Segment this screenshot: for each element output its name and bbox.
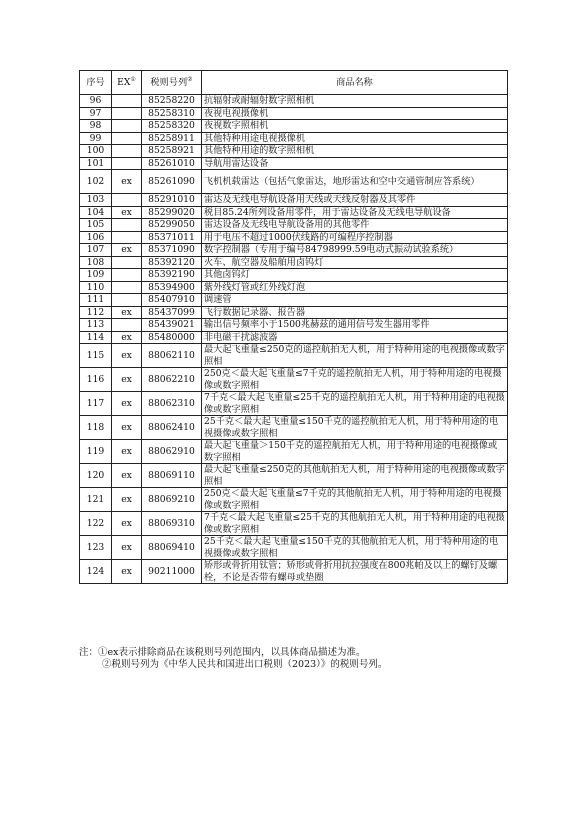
cell-ex: ex bbox=[112, 512, 142, 536]
cell-code: 88069310 bbox=[142, 512, 202, 536]
table-row bbox=[80, 157, 508, 170]
cell-ex bbox=[112, 157, 142, 170]
cell-ex bbox=[112, 281, 142, 294]
table-row bbox=[80, 368, 508, 392]
cell-code: 88069410 bbox=[142, 536, 202, 560]
cell-code: 85392190 bbox=[142, 269, 202, 282]
cell-code: 85258220 bbox=[142, 95, 202, 108]
table-row bbox=[80, 231, 508, 244]
cell-ex bbox=[112, 95, 142, 108]
cell-seq: 120 bbox=[80, 464, 112, 488]
cell-code: 85261090 bbox=[142, 170, 202, 194]
cell-name: 税目85.24所列设备用零件，用于雷达设备及无线电导航设备 bbox=[202, 206, 508, 219]
cell-seq: 118 bbox=[80, 416, 112, 440]
cell-name: 输出信号频率小于1500兆赫兹的通用信号发生器用零件 bbox=[202, 319, 508, 332]
cell-name: 用于电压不超过1000伏线路的可编程序控制器 bbox=[202, 231, 508, 244]
cell-code: 88069110 bbox=[142, 464, 202, 488]
cell-ex bbox=[112, 107, 142, 120]
cell-code: 85299020 bbox=[142, 206, 202, 219]
cell-ex bbox=[112, 145, 142, 158]
cell-code: 85258320 bbox=[142, 120, 202, 133]
cell-seq: 109 bbox=[80, 269, 112, 282]
cell-name: 飞机机载雷达（包括气象雷达，地形雷达和空中交通管制应答系统） bbox=[202, 170, 508, 194]
cell-code: 85437099 bbox=[142, 306, 202, 319]
cell-name: 最大起飞重量≤250克的遥控航拍无人机，用于特种用途的电视摄像或数字照相 bbox=[202, 344, 508, 368]
cell-ex bbox=[112, 132, 142, 145]
cell-name: 夜视电视摄像机 bbox=[202, 107, 508, 120]
table-row bbox=[80, 294, 508, 307]
cell-name: 矫形或骨折用钛管；矫形或骨折用抗拉强度在800兆帕及以上的螺钉及螺栓，不论是否带有螺母或垫圈 bbox=[202, 560, 508, 584]
footnotes bbox=[79, 647, 387, 671]
table-row bbox=[80, 256, 508, 269]
cell-ex: ex bbox=[112, 344, 142, 368]
cell-seq: 101 bbox=[80, 157, 112, 170]
table-row bbox=[80, 306, 508, 319]
cell-seq: 111 bbox=[80, 294, 112, 307]
cell-code: 85439021 bbox=[142, 319, 202, 332]
cell-ex bbox=[112, 120, 142, 133]
table-row bbox=[80, 269, 508, 282]
cell-seq: 124 bbox=[80, 560, 112, 584]
cell-code: 85371011 bbox=[142, 231, 202, 244]
cell-name: 非电磁干扰滤波器 bbox=[202, 331, 508, 344]
cell-seq: 102 bbox=[80, 170, 112, 194]
cell-seq: 119 bbox=[80, 440, 112, 464]
table-row bbox=[80, 488, 508, 512]
header-seq: 序号 bbox=[80, 71, 112, 95]
cell-name: 其他卤钨灯 bbox=[202, 269, 508, 282]
cell-name: 飞行数据记录器、报告器 bbox=[202, 306, 508, 319]
cell-code: 85407910 bbox=[142, 294, 202, 307]
cell-name: 抗辐射或耐辐射数字照相机 bbox=[202, 95, 508, 108]
cell-seq: 97 bbox=[80, 107, 112, 120]
table-row bbox=[80, 145, 508, 158]
table-row bbox=[80, 107, 508, 120]
cell-ex: ex bbox=[112, 440, 142, 464]
header-ex-footnote-mark: ① bbox=[130, 75, 136, 83]
table-row bbox=[80, 344, 508, 368]
cell-name: 最大起飞重量＞150千克的遥控航拍无人机，用于特种用途的电视摄像或数字照相 bbox=[202, 440, 508, 464]
cell-name: 250克＜最大起飞重量≤7千克的遥控航拍无人机，用于特种用途的电视摄像或数字照相 bbox=[202, 368, 508, 392]
cell-seq: 121 bbox=[80, 488, 112, 512]
cell-name: 7千克＜最大起飞重量≤25千克的其他航拍无人机，用于特种用途的电视摄像或数字照相 bbox=[202, 512, 508, 536]
table-row bbox=[80, 219, 508, 232]
goods-table bbox=[79, 70, 508, 584]
cell-name: 25千克＜最大起飞重量≤150千克的遥控航拍无人机，用于特种用途的电视摄像或数字照相 bbox=[202, 416, 508, 440]
table-row bbox=[80, 206, 508, 219]
header-code bbox=[142, 71, 202, 95]
cell-name: 夜视数字照相机 bbox=[202, 120, 508, 133]
cell-ex: ex bbox=[112, 536, 142, 560]
cell-name: 紫外线灯管或红外线灯泡 bbox=[202, 281, 508, 294]
cell-code: 85394900 bbox=[142, 281, 202, 294]
cell-name: 250克＜最大起飞重量≤7千克的其他航拍无人机，用于特种用途的电视摄像或数字照相 bbox=[202, 488, 508, 512]
header-code-footnote-mark: ② bbox=[187, 75, 193, 83]
cell-seq: 114 bbox=[80, 331, 112, 344]
cell-code: 85261010 bbox=[142, 157, 202, 170]
table-row bbox=[80, 331, 508, 344]
table-row bbox=[80, 440, 508, 464]
header-name: 商品名称 bbox=[202, 71, 508, 95]
table-row bbox=[80, 416, 508, 440]
cell-name: 雷达设备及无线电导航设备用的其他零件 bbox=[202, 219, 508, 232]
cell-code: 85291010 bbox=[142, 194, 202, 207]
cell-name: 调速管 bbox=[202, 294, 508, 307]
cell-ex: ex bbox=[112, 206, 142, 219]
cell-ex: ex bbox=[112, 306, 142, 319]
table-row bbox=[80, 536, 508, 560]
cell-seq: 122 bbox=[80, 512, 112, 536]
cell-ex: ex bbox=[112, 416, 142, 440]
cell-ex bbox=[112, 256, 142, 269]
table-body bbox=[80, 95, 508, 584]
cell-name: 火车、航空器及船舶用卤钨灯 bbox=[202, 256, 508, 269]
footnote-2: ②税则号列为《中华人民共和国进出口税则（2023）》的税则号列。 bbox=[102, 659, 388, 670]
cell-seq: 108 bbox=[80, 256, 112, 269]
cell-seq: 105 bbox=[80, 219, 112, 232]
cell-seq: 112 bbox=[80, 306, 112, 319]
cell-seq: 100 bbox=[80, 145, 112, 158]
cell-seq: 103 bbox=[80, 194, 112, 207]
cell-seq: 98 bbox=[80, 120, 112, 133]
cell-ex: ex bbox=[112, 331, 142, 344]
cell-ex: ex bbox=[112, 560, 142, 584]
cell-name: 雷达及无线电导航设备用天线或天线反射器及其零件 bbox=[202, 194, 508, 207]
cell-code: 88062310 bbox=[142, 392, 202, 416]
cell-ex bbox=[112, 194, 142, 207]
cell-ex: ex bbox=[112, 244, 142, 257]
cell-seq: 110 bbox=[80, 281, 112, 294]
table-row bbox=[80, 95, 508, 108]
cell-ex: ex bbox=[112, 392, 142, 416]
cell-ex: ex bbox=[112, 368, 142, 392]
cell-seq: 117 bbox=[80, 392, 112, 416]
cell-seq: 116 bbox=[80, 368, 112, 392]
table-row bbox=[80, 281, 508, 294]
cell-ex bbox=[112, 269, 142, 282]
cell-name: 导航用雷达设备 bbox=[202, 157, 508, 170]
cell-code: 90211000 bbox=[142, 560, 202, 584]
cell-seq: 107 bbox=[80, 244, 112, 257]
table-row bbox=[80, 560, 508, 584]
cell-code: 88069210 bbox=[142, 488, 202, 512]
cell-code: 88062210 bbox=[142, 368, 202, 392]
cell-code: 85258911 bbox=[142, 132, 202, 145]
header-code-label: 税则号列 bbox=[150, 76, 188, 88]
footnote-1: 注：①ex表示排除商品在该税则号列范围内，以具体商品描述为准。 bbox=[79, 647, 366, 658]
cell-name: 25千克＜最大起飞重量≤150千克的其他航拍无人机，用于特种用途的电视摄像或数字照相 bbox=[202, 536, 508, 560]
table-row bbox=[80, 120, 508, 133]
cell-ex bbox=[112, 319, 142, 332]
cell-seq: 104 bbox=[80, 206, 112, 219]
cell-code: 85371090 bbox=[142, 244, 202, 257]
cell-code: 85480000 bbox=[142, 331, 202, 344]
header-ex bbox=[112, 71, 142, 95]
table-header-row bbox=[80, 71, 508, 95]
cell-ex: ex bbox=[112, 170, 142, 194]
cell-name: 数字控制器（专用于编号84798999.59电动式振动试验系统） bbox=[202, 244, 508, 257]
cell-name: 最大起飞重量≤250克的其他航拍无人机，用于特种用途的电视摄像或数字照相 bbox=[202, 464, 508, 488]
table-row bbox=[80, 194, 508, 207]
table-row bbox=[80, 464, 508, 488]
cell-seq: 123 bbox=[80, 536, 112, 560]
cell-ex bbox=[112, 231, 142, 244]
cell-seq: 96 bbox=[80, 95, 112, 108]
cell-seq: 115 bbox=[80, 344, 112, 368]
table-row bbox=[80, 170, 508, 194]
cell-ex bbox=[112, 219, 142, 232]
cell-ex bbox=[112, 294, 142, 307]
cell-name: 其他特种用途的数字照相机 bbox=[202, 145, 508, 158]
table-row bbox=[80, 512, 508, 536]
cell-seq: 113 bbox=[80, 319, 112, 332]
cell-code: 88062910 bbox=[142, 440, 202, 464]
table-row bbox=[80, 244, 508, 257]
cell-seq: 106 bbox=[80, 231, 112, 244]
cell-code: 88062110 bbox=[142, 344, 202, 368]
cell-code: 85258310 bbox=[142, 107, 202, 120]
cell-ex: ex bbox=[112, 488, 142, 512]
cell-code: 88062410 bbox=[142, 416, 202, 440]
header-ex-label: EX bbox=[117, 76, 131, 88]
cell-code: 85299050 bbox=[142, 219, 202, 232]
cell-name: 其他特种用途电视摄像机 bbox=[202, 132, 508, 145]
table-row bbox=[80, 319, 508, 332]
cell-code: 85392120 bbox=[142, 256, 202, 269]
cell-ex: ex bbox=[112, 464, 142, 488]
cell-code: 85258921 bbox=[142, 145, 202, 158]
table-row bbox=[80, 132, 508, 145]
table-row bbox=[80, 392, 508, 416]
cell-name: 7千克＜最大起飞重量≤25千克的遥控航拍无人机，用于特种用途的电视摄像或数字照相 bbox=[202, 392, 508, 416]
cell-seq: 99 bbox=[80, 132, 112, 145]
